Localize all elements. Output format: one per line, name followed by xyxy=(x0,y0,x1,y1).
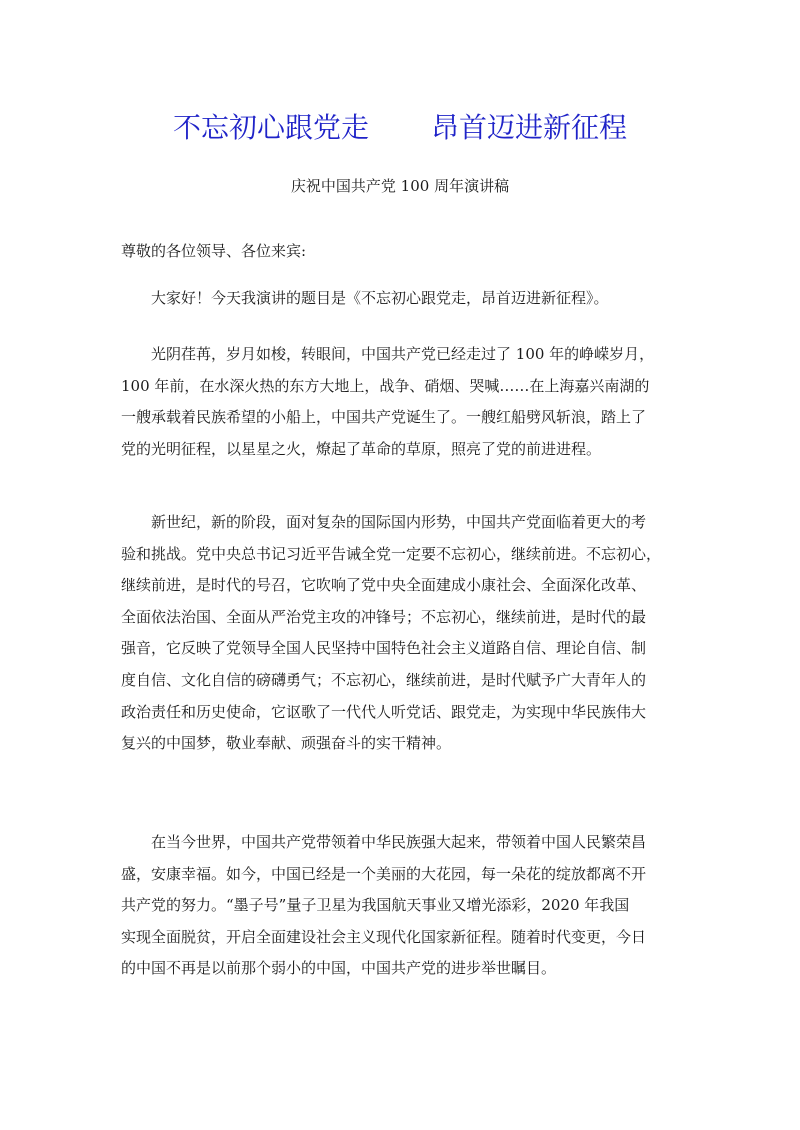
paragraph-line: 100 年前，在水深火热的东方大地上，战争、硝烟、哭喊……在上海嘉兴南湖的 xyxy=(121,376,650,395)
paragraph-3 xyxy=(121,507,681,760)
paragraph-line: 大家好！今天我演讲的题目是《不忘初心跟党走，昂首迈进新征程》。 xyxy=(151,289,609,307)
paragraph-line: 的中国不再是以前那个弱小的中国，中国共产党的进步举世瞩目。 xyxy=(121,959,557,978)
paragraph-line: 实现全面脱贫，开启全面建设社会主义现代化国家新征程。随着时代变更，今日 xyxy=(121,927,647,946)
paragraph-line: 强音，它反映了党领导全国人民坚持中国特色社会主义道路自信、理论自信、制 xyxy=(121,639,647,658)
paragraph-line: 复兴的中国梦，敬业奉献、顽强奋斗的实干精神。 xyxy=(121,734,452,753)
paragraph-line: 党的光明征程，以星星之火，燎起了革命的草原，照亮了党的前进进程。 xyxy=(121,439,602,458)
document-title xyxy=(0,108,800,148)
paragraph-line: 在当今世界，中国共产党带领着中华民族强大起来，带领着中国人民繁荣昌 xyxy=(151,833,647,851)
paragraph-4 xyxy=(121,827,681,985)
title-part-1: 不忘初心跟党走 xyxy=(172,111,369,144)
title-part-2: 昂首迈进新征程 xyxy=(431,111,628,144)
paragraph-line: 继续前进，是时代的号召，它吹响了党中央全面建成小康社会、全面深化改革、 xyxy=(121,576,647,595)
paragraph-line: 验和挑战。党中央总书记习近平告诫全党一定要不忘初心，继续前进。不忘初心， xyxy=(121,544,662,563)
paragraph-line: 度自信、文化自信的磅礴勇气；不忘初心，继续前进，是时代赋予广大青年人的 xyxy=(121,670,647,689)
paragraph-1 xyxy=(121,283,681,315)
paragraph-line: 一艘承载着民族希望的小船上，中国共产党诞生了。一艘红船劈风斩浪，踏上了 xyxy=(121,408,647,427)
paragraph-line: 全面依法治国、全面从严治党主攻的冲锋号；不忘初心，继续前进，是时代的最 xyxy=(121,607,647,626)
paragraph-2 xyxy=(121,339,681,465)
greeting-line: 尊敬的各位领导、各位来宾: xyxy=(121,242,307,260)
paragraph-line: 光阴荏苒，岁月如梭，转眼间，中国共产党已经走过了 100 年的峥嵘岁月， xyxy=(151,345,655,363)
paragraph-line: 盛，安康幸福。如今，中国已经是一个美丽的大花园，每一朵花的绽放都离不开 xyxy=(121,864,647,883)
paragraph-line: 新世纪，新的阶段，面对复杂的国际国内形势，中国共产党面临着更大的考 xyxy=(151,513,647,531)
document-subtitle: 庆祝中国共产党 100 周年演讲稿 xyxy=(290,177,510,195)
paragraph-line: 政治责任和历史使命，它讴歌了一代代人听党话、跟党走，为实现中华民族伟大 xyxy=(121,702,647,721)
paragraph-line: 共产党的努力。“墨子号”量子卫星为我国航天事业又增光添彩，2020 年我国 xyxy=(121,896,630,915)
